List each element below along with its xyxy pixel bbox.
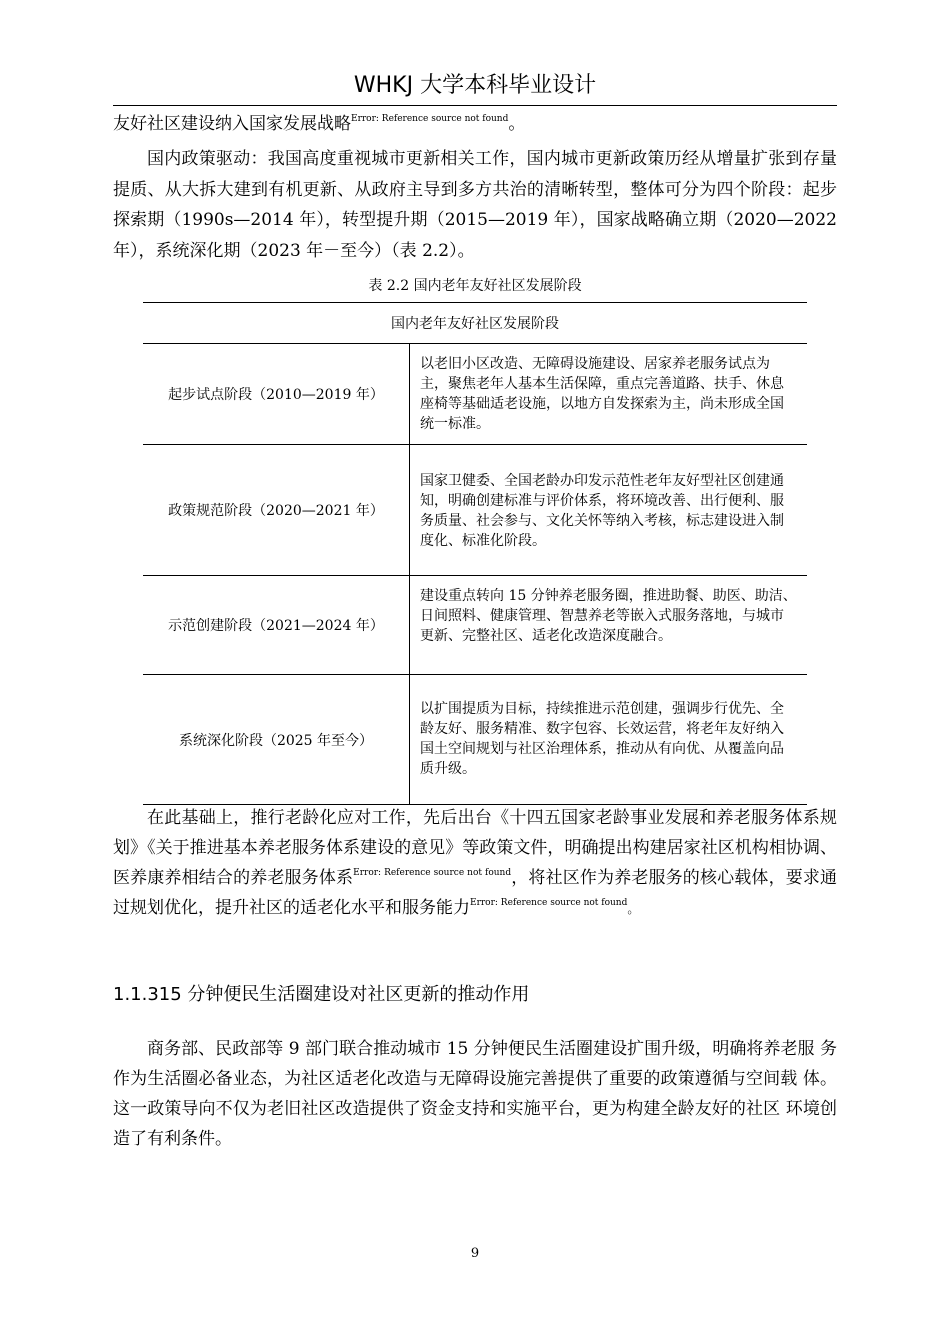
table-row bbox=[143, 344, 807, 445]
stage-table bbox=[143, 302, 807, 805]
stage-description: 以老旧小区改造、无障碍设施建设、居家养老服务试点为主，聚焦老年人基本生活保障，重点完善道路、扶手、休息座椅等基础适老设施，以地方自发探索为主，尚未形成全国统一标准。 bbox=[410, 344, 808, 445]
section-heading: 1.1.315 分钟便民生活圈建设对社区更新的推动作用 bbox=[113, 984, 530, 1005]
stage-name: 起步试点阶段（2010—2019 年） bbox=[143, 344, 410, 445]
stage-description: 以扩围提质为目标，持续推进示范创建，强调步行优先、全龄友好、服务精准、数字包容、长效运营，将老年友好纳入国土空间规划与社区治理体系，推动从有向优、从覆盖向品质升级。 bbox=[410, 675, 808, 805]
policy-followup-paragraph bbox=[113, 803, 837, 924]
paragraph-text: ，将社区作为养老服务的核心载体，要求通过规划优化，提升社区的适老化水平和服务能力 bbox=[113, 868, 838, 918]
reference-error: Error: Reference source not found bbox=[351, 114, 509, 124]
living-circle-paragraph: 商务部、民政部等 9 部门联合推动城市 15 分钟便民生活圈建设扩围升级，明确将养老服 务作为生活圈必备业态，为社区适老化改造与无障碍设施完善提供了重要的政策遵循与空间载 体。这一政策导向不仅为老旧社区改造提供了资金支持和实施平台，更为构建全龄友好的社区 环境创造了有利条件。 bbox=[113, 1039, 837, 1149]
intro-tail: 。 bbox=[508, 114, 526, 134]
table-row bbox=[143, 445, 807, 576]
page-number: 9 bbox=[470, 1246, 480, 1261]
paragraph-tail: 。 bbox=[627, 902, 640, 916]
intro-text: 友好社区建设纳入国家发展战略 bbox=[113, 114, 351, 134]
reference-error: Error: Reference source not found bbox=[470, 898, 628, 908]
stage-description: 国家卫健委、全国老龄办印发示范性老年友好型社区创建通知，明确创建标准与评价体系，将环境改善、出行便利、服务质量、社会参与、文化关怀等纳入考核，标志建设进入制度化、标准化阶段。 bbox=[410, 445, 808, 576]
intro-line bbox=[113, 110, 837, 138]
paragraph-text: 在此基础上，推行老龄化应对工作，先后出台《十四五国家老龄事业发展和养老服务体系规划》《关于推进基本养老服务体系建设的意见》等政策文件，明确提出构建居家社区机构相协调、医养康养相结合的养老服务体系 bbox=[113, 808, 837, 888]
stage-name: 政策规范阶段（2020—2021 年） bbox=[143, 445, 410, 576]
policy-paragraph: 国内政策驱动：我国高度重视城市更新相关工作，国内城市更新政策历经从增量扩张到存量提质、从大拆大建到有机更新、从政府主导到多方共治的清晰转型，整体可分为四个阶段：起步探索期（1990s—2014 年），转型提升期（2015—2019 年），国家战略确立期（2020—2022 年），系统深化期（2023 年－至今）（表 2.2）。 bbox=[113, 149, 837, 261]
table-row bbox=[143, 675, 807, 805]
stage-name: 示范创建阶段（2021—2024 年） bbox=[143, 576, 410, 675]
table-header: 国内老年友好社区发展阶段 bbox=[143, 303, 807, 344]
table-header-row bbox=[143, 303, 807, 344]
stage-description: 建设重点转向 15 分钟养老服务圈，推进助餐、助医、助洁、日间照料、健康管理、智慧养老等嵌入式服务落地，与城市更新、完整社区、适老化改造深度融合。 bbox=[410, 576, 808, 675]
table-caption: 表 2.2 国内老年友好社区发展阶段 bbox=[368, 278, 582, 294]
header-rule bbox=[113, 105, 837, 106]
stage-name: 系统深化阶段（2025 年至今） bbox=[143, 675, 410, 805]
header-title: WHKJ 大学本科毕业设计 bbox=[353, 73, 597, 98]
reference-error: Error: Reference source not found bbox=[353, 868, 512, 878]
table-row bbox=[143, 576, 807, 675]
